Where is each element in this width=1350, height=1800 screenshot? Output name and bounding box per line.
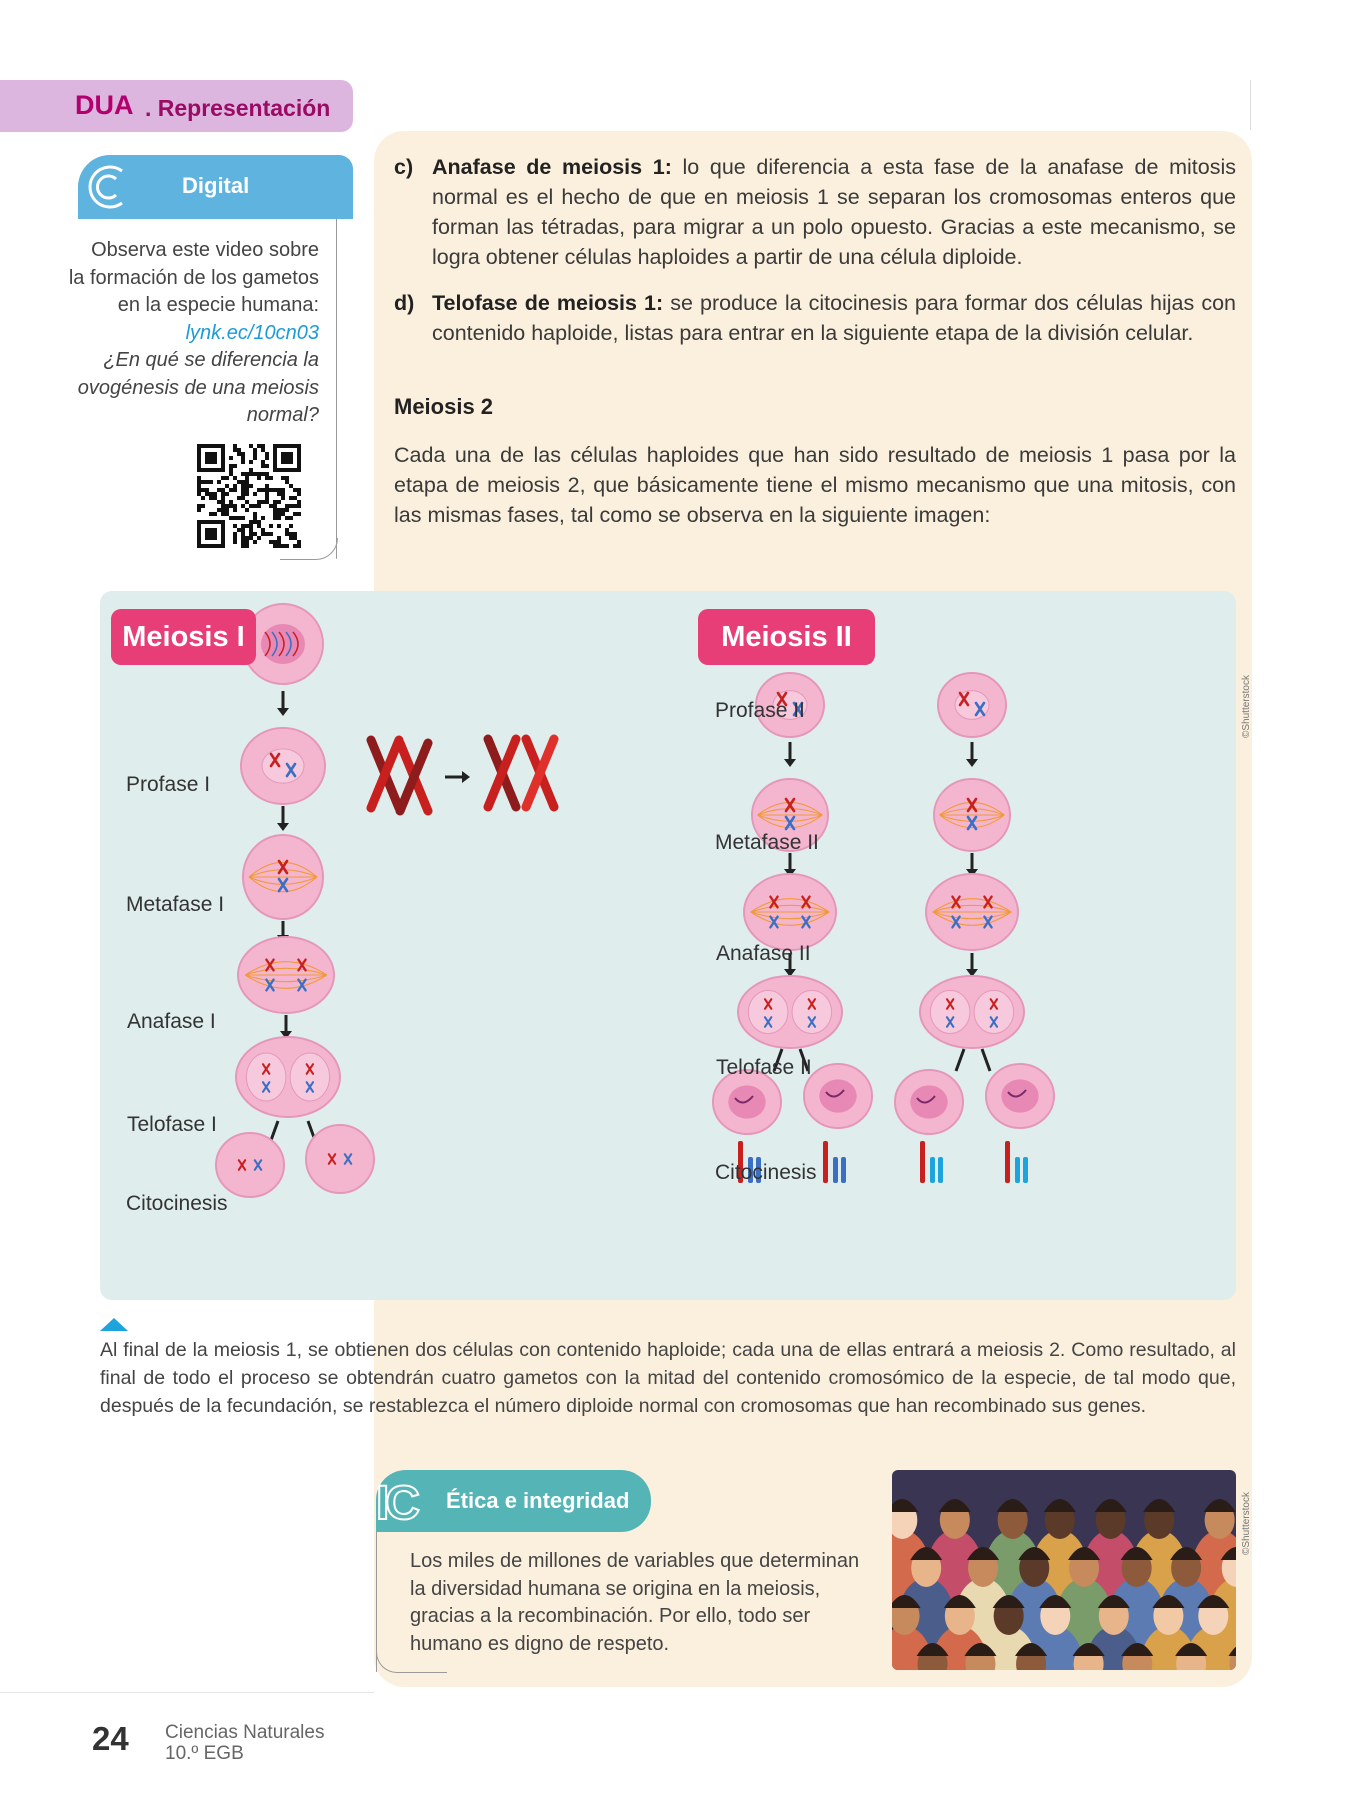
meiosis-diagram <box>100 591 1236 1300</box>
arrow-icon <box>784 759 796 767</box>
daughter-nucleus <box>792 990 832 1033</box>
cell <box>238 937 334 1013</box>
daughter-nucleus <box>974 990 1014 1033</box>
cell <box>243 835 323 919</box>
item-letter: d) <box>394 291 415 315</box>
chromosome-bar <box>930 1157 935 1183</box>
stage-label: Profase I <box>126 773 211 796</box>
meiosis-illustration <box>100 591 1236 1300</box>
item-term: Telofase de meiosis 1: <box>432 291 664 315</box>
cell <box>241 728 325 804</box>
arrow-icon <box>982 1049 990 1071</box>
cell <box>986 1064 1054 1128</box>
caption-triangle-icon <box>100 1318 128 1331</box>
sidebar-question-line: ¿En qué se diferencia la <box>103 349 319 371</box>
ethics-ic-icon: IC <box>376 1477 416 1530</box>
ethics-border <box>376 1532 377 1672</box>
sidebar-question-line: normal? <box>246 404 319 426</box>
digital-c-icon <box>78 155 138 219</box>
stage-label: Profase II <box>715 699 805 722</box>
cell <box>306 1125 374 1193</box>
arrow-icon <box>277 823 289 831</box>
cell <box>920 976 1024 1048</box>
item-letter: c) <box>394 155 414 179</box>
ethics-text: Los miles de millones de variables que determinan la diversidad humana se origina en la meiosis, gracias a la recombinación. Por ello, todo ser humano es digno de respeto. <box>410 1550 860 1655</box>
subject-name: Ciencias Naturales <box>165 1722 325 1743</box>
daughter-nucleus <box>748 990 788 1033</box>
ethics-title: Ética e integridad <box>446 1488 630 1513</box>
digital-label: Digital <box>182 173 250 198</box>
stage-label: Anafase II <box>716 942 811 965</box>
top-divider <box>1250 80 1251 130</box>
stage-label: Metafase II <box>715 831 819 854</box>
daughter-nucleus <box>246 1053 286 1101</box>
meiosis2-heading: Meiosis 2 <box>394 394 494 419</box>
cell <box>738 976 842 1048</box>
arrow-icon <box>956 1049 964 1071</box>
arrow-icon <box>966 759 978 767</box>
cell-membrane <box>216 1133 284 1197</box>
sidebar-line: Observa este video sobre <box>91 239 319 261</box>
chromosome-bar <box>938 1157 943 1183</box>
dua-label: DUA <box>75 90 134 120</box>
stage-label: Anafase I <box>127 1010 216 1033</box>
figure-caption: Al final de la meiosis 1, se obtienen dos células con contenido haploide; cada una de ellas entrará a meiosis 2. Como resultado, al final de todo el proceso se obtendrán cuatro gametos con la mitad del contenido cromosómico de la especie, de tal modo que, después de la fecundación, se restablezca el número diploide normal con cromosomas que han recombinado sus genes. <box>100 1339 1236 1417</box>
stage-label: Metafase I <box>126 893 225 916</box>
footer-subject <box>165 1722 324 1764</box>
arrow-icon <box>462 771 470 783</box>
cell <box>744 874 836 950</box>
ethics-header <box>376 1470 651 1532</box>
dua-representation-label: . Representación <box>145 95 331 121</box>
qr-code-icon[interactable] <box>197 444 301 548</box>
chromosome-bar <box>1023 1157 1028 1183</box>
stage-label: Citocinesis <box>715 1161 817 1184</box>
daughter-nucleus <box>930 990 970 1033</box>
crossing-over-chromosomes <box>371 739 554 811</box>
sidebar-question-line: ovogénesis de una meiosis <box>77 376 319 399</box>
item-text: se produce la citocinesis para formar dos células hijas con contenido haploide, listas para entrar en la siguiente etapa de la división celular. <box>432 291 1236 345</box>
meiosis-1-banner: Meiosis I <box>111 609 256 665</box>
cell <box>926 874 1018 950</box>
stage-label: Citocinesis <box>126 1192 228 1215</box>
grade-name: 10.º EGB <box>165 1743 244 1764</box>
meiosis2-paragraph: Cada una de las células haploides que han sido resultado de meiosis 1 pasa por la etapa de meiosis 2, que básicamente tiene el mismo mecanismo que una mitosis, con las mismas fases, tal como se observa en la siguiente imagen: <box>394 443 1236 527</box>
sidebar-line: la formación de los gametos <box>68 266 319 289</box>
item-term: Anafase de meiosis 1: <box>432 155 672 179</box>
shutterstock-credit: ©Shutterstock <box>1241 1492 1252 1555</box>
page-number: 24 <box>92 1720 129 1757</box>
item-text: lo que diferencia a esta fase de la anafase de mitosis normal es el hecho de que en meiosis 1 se separan los cromosomas enteros que forman las tétradas, para migrar a un polo opuesto. Gracias a este mecanismo, se logra obtener células haploides a partir de una célula diploide. <box>432 155 1236 269</box>
chromosome-bar <box>833 1157 838 1183</box>
stage-label: Telofase I <box>127 1113 217 1136</box>
dua-tab <box>0 80 353 132</box>
shutterstock-credit: ©Shutterstock <box>1241 675 1252 738</box>
chromosome-bar <box>920 1141 925 1183</box>
cell-membrane <box>306 1125 374 1193</box>
video-link[interactable]: lynk.ec/10cn03 <box>185 321 319 344</box>
item-d-telofase <box>394 288 1236 348</box>
sidebar-text <box>60 237 319 430</box>
digital-header <box>78 155 353 219</box>
chromosome-bar <box>841 1157 846 1183</box>
arrow-icon <box>277 708 289 716</box>
nucleus <box>262 749 304 783</box>
item-c-anafase <box>394 152 1236 272</box>
cell <box>934 779 1010 851</box>
chromosome-bar <box>1015 1157 1020 1183</box>
cell <box>216 1133 284 1197</box>
cell <box>895 1070 963 1134</box>
crowd-illustration <box>892 1470 1236 1670</box>
cell <box>236 1037 340 1117</box>
meiosis-2-banner: Meiosis II <box>698 609 875 665</box>
sidebar-border <box>336 219 337 559</box>
sidebar-line: en la especie humana: <box>117 294 319 316</box>
chromosome-bar <box>1005 1141 1010 1183</box>
footer-divider <box>0 1692 374 1693</box>
daughter-nucleus <box>290 1053 330 1101</box>
cell <box>938 673 1006 737</box>
cell <box>804 1064 872 1128</box>
stage-label: Telofase II <box>716 1056 812 1079</box>
chromosome-bar <box>823 1141 828 1183</box>
